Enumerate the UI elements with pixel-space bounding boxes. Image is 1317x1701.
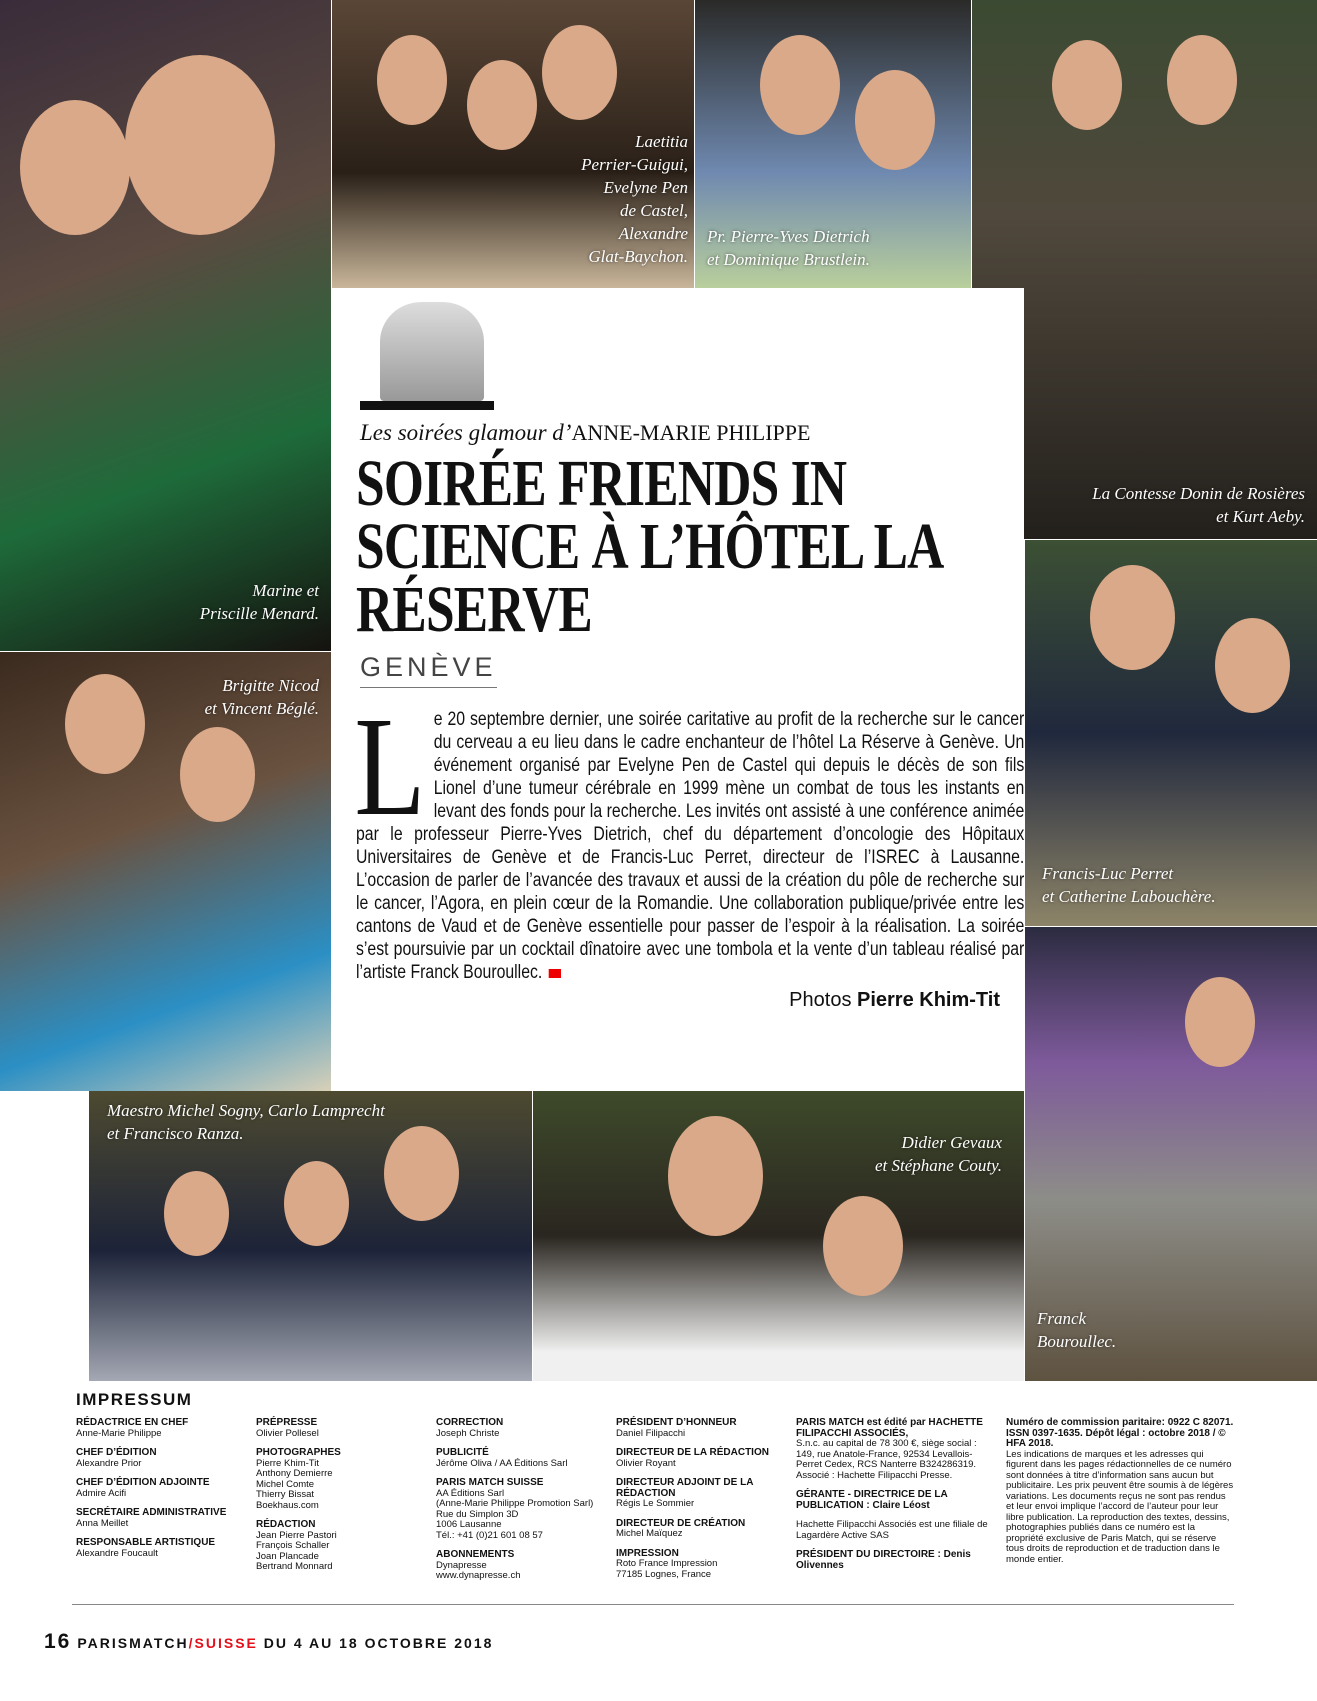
person-figure bbox=[823, 1196, 903, 1296]
impressum-value: François Schaller bbox=[256, 1540, 330, 1551]
photo-gevaux-couty bbox=[533, 1091, 1024, 1381]
impressum-value: www.dynapresse.ch bbox=[436, 1570, 521, 1581]
impressum-column bbox=[76, 1418, 256, 1591]
person-figure bbox=[377, 35, 447, 125]
impressum-value: Olivier Pollesel bbox=[256, 1427, 319, 1439]
impressum-entry bbox=[76, 1508, 244, 1529]
impressum-title: IMPRESSUM bbox=[76, 1390, 193, 1409]
impressum-role: DIRECTEUR DE CRÉATION bbox=[616, 1517, 746, 1529]
divider-bar bbox=[360, 401, 494, 410]
photo-laetitia-evelyne-alexandre bbox=[332, 0, 694, 288]
impressum-entry bbox=[796, 1490, 994, 1511]
impressum-value: Daniel Filipacchi bbox=[616, 1427, 686, 1439]
impressum-value: Olivier Royant bbox=[616, 1457, 676, 1469]
impressum-value: Hachette Filipacchi Associés est une filiale de Lagardère Active SAS bbox=[796, 1519, 988, 1541]
impressum-role: RÉDACTION bbox=[256, 1519, 316, 1530]
impressum-role: IMPRESSION bbox=[616, 1547, 679, 1559]
impressum-value: Admire Acifi bbox=[76, 1487, 127, 1499]
person-figure bbox=[65, 674, 145, 774]
impressum-entry bbox=[436, 1478, 604, 1541]
impressum-value: Michel Maïquez bbox=[616, 1528, 683, 1539]
impressum-role: PRÉSIDENT D’HONNEUR bbox=[616, 1417, 737, 1428]
impressum-value: Anna Meillet bbox=[76, 1517, 129, 1529]
impressum-entry bbox=[256, 1418, 424, 1439]
photo-caption: Didier Gevaux et Stéphane Couty. bbox=[874, 1133, 1002, 1175]
impressum-entry bbox=[256, 1520, 424, 1573]
person-figure bbox=[542, 25, 617, 120]
photo-bouroullec bbox=[1025, 927, 1317, 1381]
photo-marine-priscille bbox=[0, 0, 331, 651]
impressum-role: PARIS MATCH est édité par HACHETTE FILIPACCHI ASSOCIÉS, bbox=[796, 1417, 983, 1439]
impressum-role: DIRECTEUR DE LA RÉDACTION bbox=[616, 1447, 769, 1458]
photo-caption: Francis-Luc Perret et Catherine Labouchère. bbox=[1042, 864, 1216, 906]
impressum-value: Boekhaus.com bbox=[256, 1499, 319, 1511]
impressum-entry bbox=[616, 1549, 784, 1581]
impressum-role: CHEF D’ÉDITION ADJOINTE bbox=[76, 1477, 210, 1488]
person-figure bbox=[1090, 565, 1175, 670]
photo-caption: Marine et Priscille Menard. bbox=[199, 581, 319, 623]
impressum-value: Alexandre Foucault bbox=[76, 1547, 158, 1559]
impressum-role: CHEF D’ÉDITION bbox=[76, 1447, 157, 1458]
impressum-value: Bertrand Monnard bbox=[256, 1561, 333, 1572]
photo-nicod-begle bbox=[0, 652, 331, 1091]
impressum-role: CORRECTION bbox=[436, 1417, 504, 1428]
photo-caption: La Contesse Donin de Rosières et Kurt Aeby. bbox=[1092, 484, 1305, 526]
photo-caption: Laetitia Perrier-Guigui, Evelyne Pen de Castel, Alexandre Glat-Baychon. bbox=[581, 132, 688, 266]
person-figure bbox=[467, 60, 537, 150]
impressum-value: 1006 Lausanne bbox=[436, 1519, 502, 1530]
impressum-value: Jérôme Oliva / AA Éditions Sarl bbox=[436, 1457, 568, 1469]
impressum-entry bbox=[76, 1418, 244, 1439]
photo-credit: Photos Pierre Khim-Tit bbox=[789, 989, 1000, 1011]
impressum-value: Joan Plancade bbox=[256, 1550, 319, 1562]
impressum-column bbox=[1006, 1418, 1246, 1591]
impressum-entry bbox=[76, 1448, 244, 1469]
impressum-role: RÉDACTRICE EN CHEF bbox=[76, 1417, 189, 1428]
impressum-entry bbox=[616, 1418, 784, 1439]
person-figure bbox=[284, 1161, 349, 1246]
person-figure bbox=[384, 1126, 459, 1221]
person-figure bbox=[855, 70, 935, 170]
divider bbox=[72, 1604, 1234, 1605]
impressum-value: Jean Pierre Pastori bbox=[256, 1529, 337, 1541]
person-figure bbox=[1167, 35, 1237, 125]
impressum-entry bbox=[796, 1418, 994, 1481]
impressum-entry bbox=[616, 1448, 784, 1469]
impressum-value: (Anne-Marie Philippe Promotion Sarl) bbox=[436, 1498, 594, 1509]
impressum-columns bbox=[76, 1418, 1246, 1591]
impressum-value: Les indications de marques et les adresses qui figurent dans les pages rédactionnelles de ce numéro sont données à titre d’information sans aucun but publicitaire. Les prix peuvent être soumis à de légères variations. Les documents reçus ne sont pas rendus et leur envoi implique l’accord de l’auteur pour leur libre publication. La reproduction des textes, dessins, photographies publiés dans ce numéro est la propriété exclusive de Paris Match, qui se réserve tous droits de reproduction et de traduction dans le monde entier. bbox=[1006, 1448, 1234, 1565]
impressum-value: Régis Le Sommier bbox=[616, 1498, 695, 1509]
impressum-column bbox=[436, 1418, 616, 1591]
impressum-role: PARIS MATCH SUISSE bbox=[436, 1477, 544, 1488]
page-number: 16 bbox=[44, 1630, 72, 1653]
impressum-value: Joseph Christe bbox=[436, 1427, 500, 1439]
photo-caption: Maestro Michel Sogny, Carlo Lamprecht et Francisco Ranza. bbox=[107, 1101, 385, 1143]
impressum-value: Tél.: +41 (0)21 601 08 57 bbox=[436, 1529, 543, 1541]
impressum-value: Roto France Impression bbox=[616, 1558, 718, 1569]
author-portrait bbox=[380, 302, 484, 401]
photo-caption: Franck Bouroullec. bbox=[1037, 1309, 1117, 1351]
impressum-value: Thierry Bissat bbox=[256, 1489, 315, 1500]
impressum-role: PRÉSIDENT DU DIRECTOIRE : Denis Olivennes bbox=[796, 1549, 971, 1571]
photo-caption: Brigitte Nicod et Vincent Béglé. bbox=[204, 676, 319, 718]
impressum-entry bbox=[436, 1418, 604, 1439]
impressum-value: S.n.c. au capital de 78 300 €, siège social : 149, rue Anatole-France, 92534 Levallois-Perret Cedex, RCS Nanterre B324286319. Associé : Hachette Filipacchi Presse. bbox=[796, 1438, 977, 1481]
impressum-role: PUBLICITÉ bbox=[436, 1447, 489, 1458]
photo-sogny-lamprecht-ranza bbox=[89, 1091, 532, 1381]
impressum-value: Rue du Simplon 3D bbox=[436, 1508, 519, 1520]
person-figure bbox=[125, 55, 275, 235]
impressum-role: ABONNEMENTS bbox=[436, 1549, 515, 1560]
impressum-value: 77185 Lognes, France bbox=[616, 1568, 712, 1580]
impressum-entry bbox=[796, 1520, 994, 1541]
impressum-role: PRÉPRESSE bbox=[256, 1417, 318, 1428]
person-figure bbox=[20, 100, 130, 235]
issue-date: DU 4 AU 18 OCTOBRE 2018 bbox=[263, 1635, 494, 1651]
person-figure bbox=[164, 1171, 229, 1256]
impressum-entry bbox=[616, 1519, 784, 1540]
photo-perret-labouchere bbox=[1025, 540, 1317, 926]
person-figure bbox=[180, 727, 255, 822]
impressum-value: Pierre Khim-Tit bbox=[256, 1457, 319, 1469]
person-figure bbox=[760, 35, 840, 135]
photo-dietrich-brustlein bbox=[695, 0, 971, 288]
impressum-entry bbox=[76, 1478, 244, 1499]
impressum-value: Michel Comte bbox=[256, 1478, 315, 1490]
impressum bbox=[76, 1390, 1246, 1591]
impressum-entry bbox=[436, 1448, 604, 1469]
photo-caption: Pr. Pierre-Yves Dietrich et Dominique Brustlein. bbox=[707, 227, 870, 269]
impressum-entry bbox=[796, 1550, 994, 1571]
impressum-role: PHOTOGRAPHES bbox=[256, 1447, 341, 1458]
impressum-role: RESPONSABLE ARTISTIQUE bbox=[76, 1537, 216, 1548]
impressum-entry bbox=[256, 1448, 424, 1511]
impressum-entry bbox=[436, 1550, 604, 1582]
edition: /SUISSE bbox=[188, 1635, 258, 1651]
article-location: GENÈVE bbox=[360, 651, 497, 688]
impressum-value: AA Éditions Sarl bbox=[436, 1487, 505, 1499]
drop-cap: L bbox=[354, 687, 426, 845]
impressum-role: GÉRANTE - DIRECTRICE DE LA PUBLICATION : Claire Léost bbox=[796, 1489, 948, 1511]
impressum-value: Anne-Marie Philippe bbox=[76, 1427, 162, 1439]
end-mark-icon bbox=[549, 969, 561, 978]
impressum-column bbox=[256, 1418, 436, 1591]
impressum-role: Numéro de commission paritaire: 0922 C 82071. ISSN 0397-1635. Dépôt légal : octobre 2018 / © HFA 2018. bbox=[1006, 1417, 1234, 1449]
impressum-column bbox=[796, 1418, 1006, 1591]
article-title: SOIRÉE FRIENDS IN SCIENCE À L’HÔTEL LA RÉSERVE bbox=[356, 447, 941, 646]
impressum-value: Dynapresse bbox=[436, 1559, 487, 1571]
person-figure bbox=[1185, 977, 1255, 1067]
article bbox=[332, 288, 1024, 1091]
impressum-entry bbox=[1006, 1418, 1234, 1565]
person-figure bbox=[1052, 40, 1122, 130]
impressum-value: Alexandre Prior bbox=[76, 1457, 142, 1469]
person-figure bbox=[668, 1116, 763, 1236]
article-content bbox=[354, 447, 1025, 1012]
impressum-value: Anthony Demierre bbox=[256, 1468, 333, 1479]
impressum-column bbox=[616, 1418, 796, 1591]
column-kicker: Les soirées glamour d’ANNE-MARIE PHILIPPE bbox=[360, 420, 811, 445]
impressum-entry bbox=[616, 1478, 784, 1510]
impressum-entry bbox=[76, 1538, 244, 1559]
person-figure bbox=[1215, 618, 1290, 713]
impressum-role: DIRECTEUR ADJOINT DE LA RÉDACTION bbox=[616, 1477, 754, 1499]
article-body: Le 20 septembre dernier, une soirée caritative au profit de la recherche sur le cancer du cerveau a eu lieu dans le cadre enchanteur de l’hôtel La Réserve à Genève. Un événement organisé par Evelyne Pen de Castel qui depuis le décès de son fils Lionel d’une tumeur cérébrale en 1999 mène un combat de tous les instants en levant des fonds pour la recherche. Les invités ont assisté à une conférence animée par le professeur Pierre-Yves Dietrich, chef du département d’oncologie des Hôpitaux Universitaires de Genève et de Francis-Luc Perret, directeur de l’ISREC à Lausanne. L’occasion de parler de l’avancée des travaux et aussi de la création du pôle de recherche sur le cancer, l’Agora, en plein cœur de la Romandie. Une collaboration publique/privée entre les cantons de Vaud et de Genève essentielle pour passer de l’espoir à la réalisation. La soirée s’est poursuivie par un cocktail dînatoire avec une tombola et la vente d’un tableau réalisé par l’artiste Franck Bouroullec. bbox=[354, 687, 1025, 983]
impressum-role: SECRÉTAIRE ADMINISTRATIVE bbox=[76, 1507, 227, 1518]
page-footer bbox=[44, 1630, 493, 1654]
brand: PARISMATCH bbox=[77, 1635, 189, 1651]
